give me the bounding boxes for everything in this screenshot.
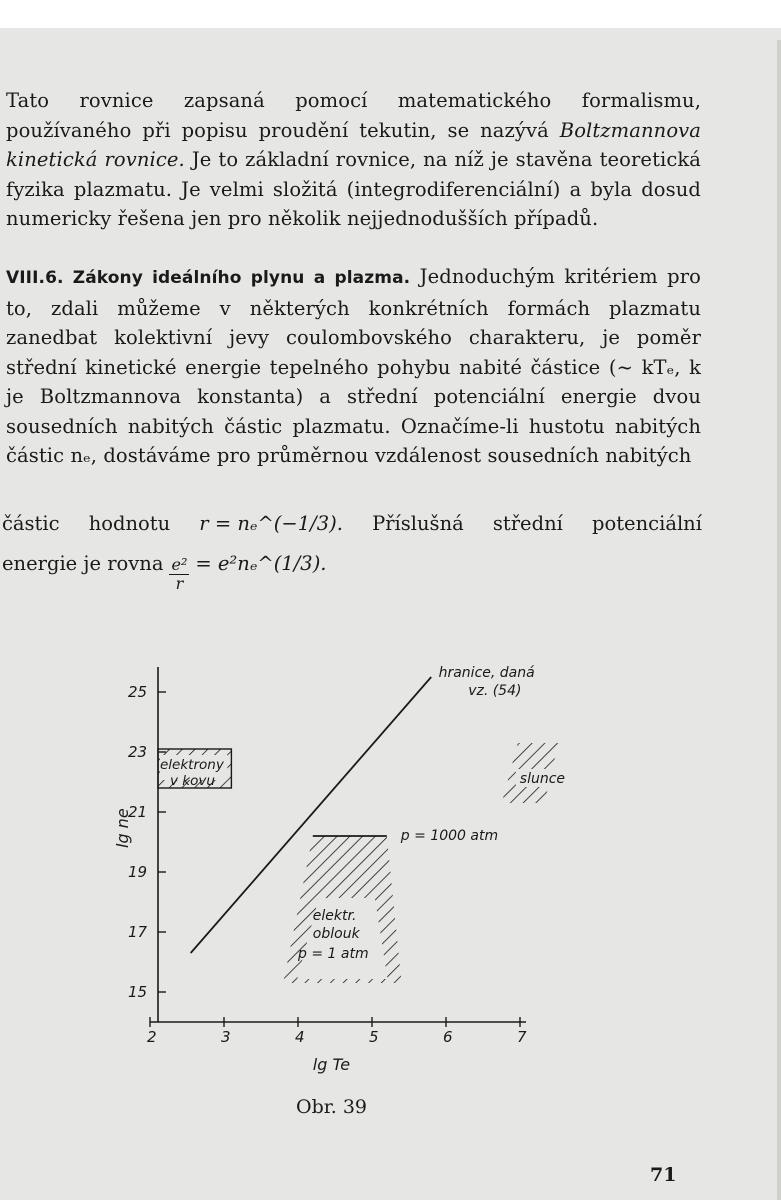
section-heading: VIII.6. Zákony ideálního plynu a plazma. xyxy=(6,268,411,288)
metal-label-1: elektrony xyxy=(160,757,224,773)
y-tick-label: 15 xyxy=(128,983,148,1001)
x-tick-label: 6 xyxy=(443,1028,453,1046)
sun-label: slunce xyxy=(519,771,566,787)
x-tick-label: 3 xyxy=(221,1028,231,1046)
f1-word-b: hodnotu xyxy=(88,512,171,535)
y-tick-label: 19 xyxy=(128,863,148,881)
f1-word-d: Příslušná xyxy=(372,512,464,535)
figure-39-chart xyxy=(100,640,580,1080)
fraction-denominator: r xyxy=(175,574,184,593)
y-tick-label: 21 xyxy=(128,803,148,821)
paragraph-1-term: Boltzmannova kinetická rovnice. xyxy=(6,118,701,171)
boundary-label-1: hranice, daná xyxy=(438,665,535,681)
x-tick-label: 2 xyxy=(147,1028,157,1046)
arc-top-label: p = 1000 atm xyxy=(400,828,499,844)
formula-line-2 xyxy=(2,552,702,593)
paragraph-1 xyxy=(6,86,701,234)
x-axis-label: lg Te xyxy=(312,1055,351,1074)
arc-label-3: p = 1 atm xyxy=(298,946,369,962)
arc-label-2: oblouk xyxy=(312,926,360,942)
figure-caption: Obr. 39 xyxy=(296,1096,367,1118)
y-axis-label: lg ne xyxy=(113,808,132,848)
x-tick-label: 5 xyxy=(369,1028,379,1046)
paragraph-2 xyxy=(6,262,701,471)
fraction-numerator: e² xyxy=(171,555,188,574)
f1-word-a: částic xyxy=(2,512,60,535)
metal-label-2: v kovu xyxy=(170,773,215,789)
f2-text: energie je rovna xyxy=(2,552,164,575)
paragraph-2-text: Jednoduchým kritériem pro to, zdali můžeme v některých konkrétních formách plazmatu zanedbat kolektivní jevy coulombovského charakteru, je poměr střední kinetické energie tepelného pohybu nabité částice (~ kTₑ, k je Boltzmannova konstanta) a střední potenciální energie dvou sousedních nabitých částic plazmatu. Označíme-li hustotu nabitých částic nₑ, dostáváme pro průměrnou vzdálenost sousedních nabitých xyxy=(6,265,701,467)
page-edge xyxy=(777,40,781,1200)
y-tick-label: 17 xyxy=(128,923,148,941)
page-number: 71 xyxy=(650,1164,677,1186)
f1-word-e: střední xyxy=(492,512,563,535)
boundary-label-2: vz. (54) xyxy=(468,683,522,699)
x-tick-label: 4 xyxy=(295,1028,305,1046)
paragraph-1-start: Tato rovnice zapsaná pomocí matematického formalismu, používaného při popisu proudění tekutin, se nazývá xyxy=(6,89,701,142)
fraction xyxy=(169,556,189,593)
f1-formula: r = nₑ^(−1/3). xyxy=(199,512,343,535)
x-tick-label: 7 xyxy=(517,1028,527,1046)
y-tick-label: 23 xyxy=(128,743,148,761)
formula-line-1 xyxy=(2,512,702,535)
f1-word-f: potenciální xyxy=(592,512,702,535)
f2-formula: = e²nₑ^(1/3). xyxy=(195,552,327,575)
arc-label-1: elektr. xyxy=(312,908,357,924)
y-tick-label: 25 xyxy=(128,683,148,701)
paragraph-1-end: Je to základní rovnice, na níž je stavěna teoretická fyzika plazmatu. Je velmi složitá (integrodiferenciální) a byla dosud numericky řešena jen pro několik nejjednodušších případů. xyxy=(6,148,701,230)
